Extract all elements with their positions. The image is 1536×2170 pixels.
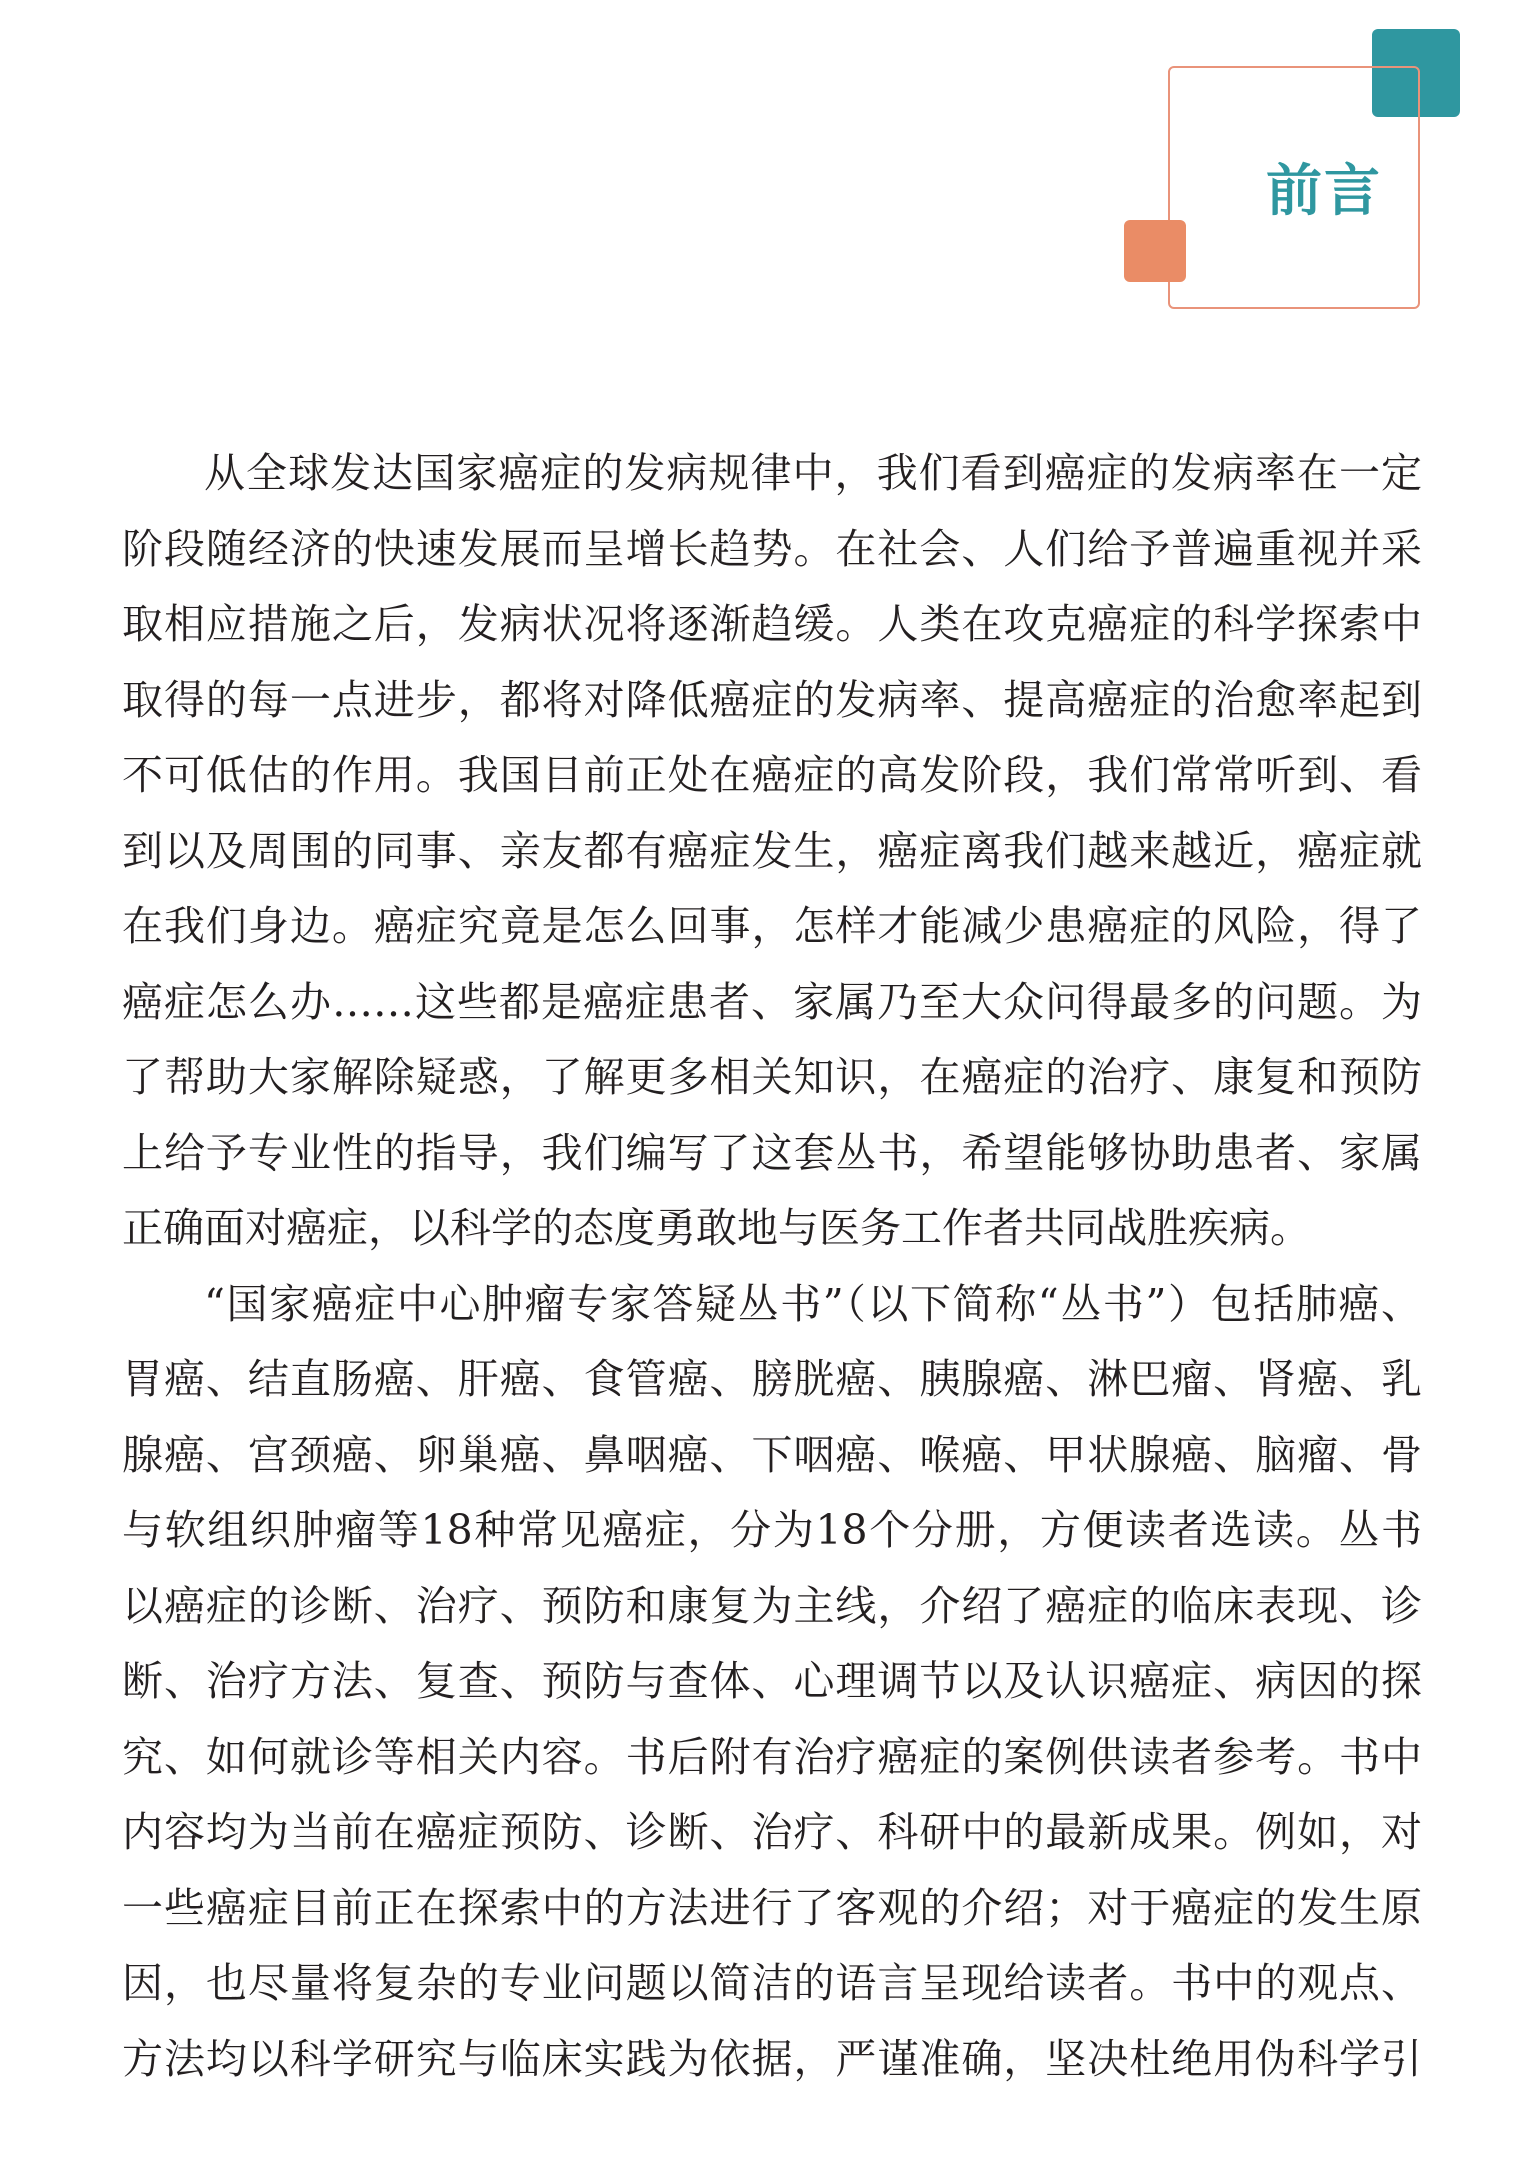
text-line: 腺癌、宫颈癌、卵巢癌、鼻咽癌、下咽癌、喉癌、甲状腺癌、脑瘤、骨 <box>122 1430 1422 1479</box>
text-line: 究、如何就诊等相关内容。书后附有治疗癌症的案例供读者参考。书中 <box>122 1732 1422 1781</box>
text-line: 方法均以科学研究与临床实践为依据，严谨准确，坚决杜绝用伪科学引 <box>122 2034 1422 2083</box>
text-line: 取得的每一点进步，都将对降低癌症的发病率、提高癌症的治愈率起到 <box>122 675 1422 724</box>
text-line: 正确面对癌症，以科学的态度勇敢地与医务工作者共同战胜疾病。 <box>122 1204 1311 1252</box>
text-line: 因，也尽量将复杂的专业问题以简洁的语言呈现给读者。书中的观点、 <box>122 1959 1422 2007</box>
text-line: 取相应措施之后，发病状况将逐渐趋缓。人类在攻克癌症的科学探索中 <box>122 600 1422 648</box>
text-line: 了帮助大家解除疑惑，了解更多相关知识，在癌症的治疗、康复和预防 <box>122 1053 1422 1101</box>
text-line: 上给予专业性的指导，我们编写了这套丛书，希望能够协助患者、家属 <box>122 1128 1422 1177</box>
text-line: 从全球发达国家癌症的发病规律中，我们看到癌症的发病率在一定 <box>204 449 1422 497</box>
text-line: 与软组织肿瘤等18种常见癌症，分为18个分册，方便读者选读。丛书 <box>122 1506 1422 1554</box>
coral-decor-block <box>1124 220 1186 282</box>
text-line: 一些癌症目前正在探索中的方法进行了客观的介绍；对于癌症的发生原 <box>122 1883 1422 1932</box>
page-title: 前言 <box>1266 159 1382 224</box>
text-line: 断、治疗方法、复查、预防与查体、心理调节以及认识癌症、病因的探 <box>122 1657 1422 1705</box>
preface-body <box>122 436 1422 2097</box>
text-line: 不可低估的作用。我国目前正处在癌症的高发阶段，我们常常听到、看 <box>122 751 1422 799</box>
text-line: 阶段随经济的快速发展而呈增长趋势。在社会、人们给予普遍重视并采 <box>122 524 1422 573</box>
text-line: 癌症怎么办……这些都是癌症患者、家属乃至大众问得最多的问题。为 <box>122 977 1422 1026</box>
text-line: 在我们身边。癌症究竟是怎么回事，怎样才能减少患癌症的风险，得了 <box>122 902 1422 950</box>
text-line: 胃癌、结直肠癌、肝癌、食管癌、膀胱癌、胰腺癌、淋巴瘤、肾癌、乳 <box>122 1355 1422 1403</box>
text-line: “国家癌症中心肿瘤专家答疑丛书”（以下简称“丛书”）包括肺癌、 <box>204 1279 1422 1328</box>
text-line: 内容均为当前在癌症预防、诊断、治疗、科研中的最新成果。例如，对 <box>122 1808 1422 1856</box>
text-line: 以癌症的诊断、治疗、预防和康复为主线，介绍了癌症的临床表现、诊 <box>122 1581 1422 1630</box>
text-line: 到以及周围的同事、亲友都有癌症发生，癌症离我们越来越近，癌症就 <box>122 826 1422 875</box>
